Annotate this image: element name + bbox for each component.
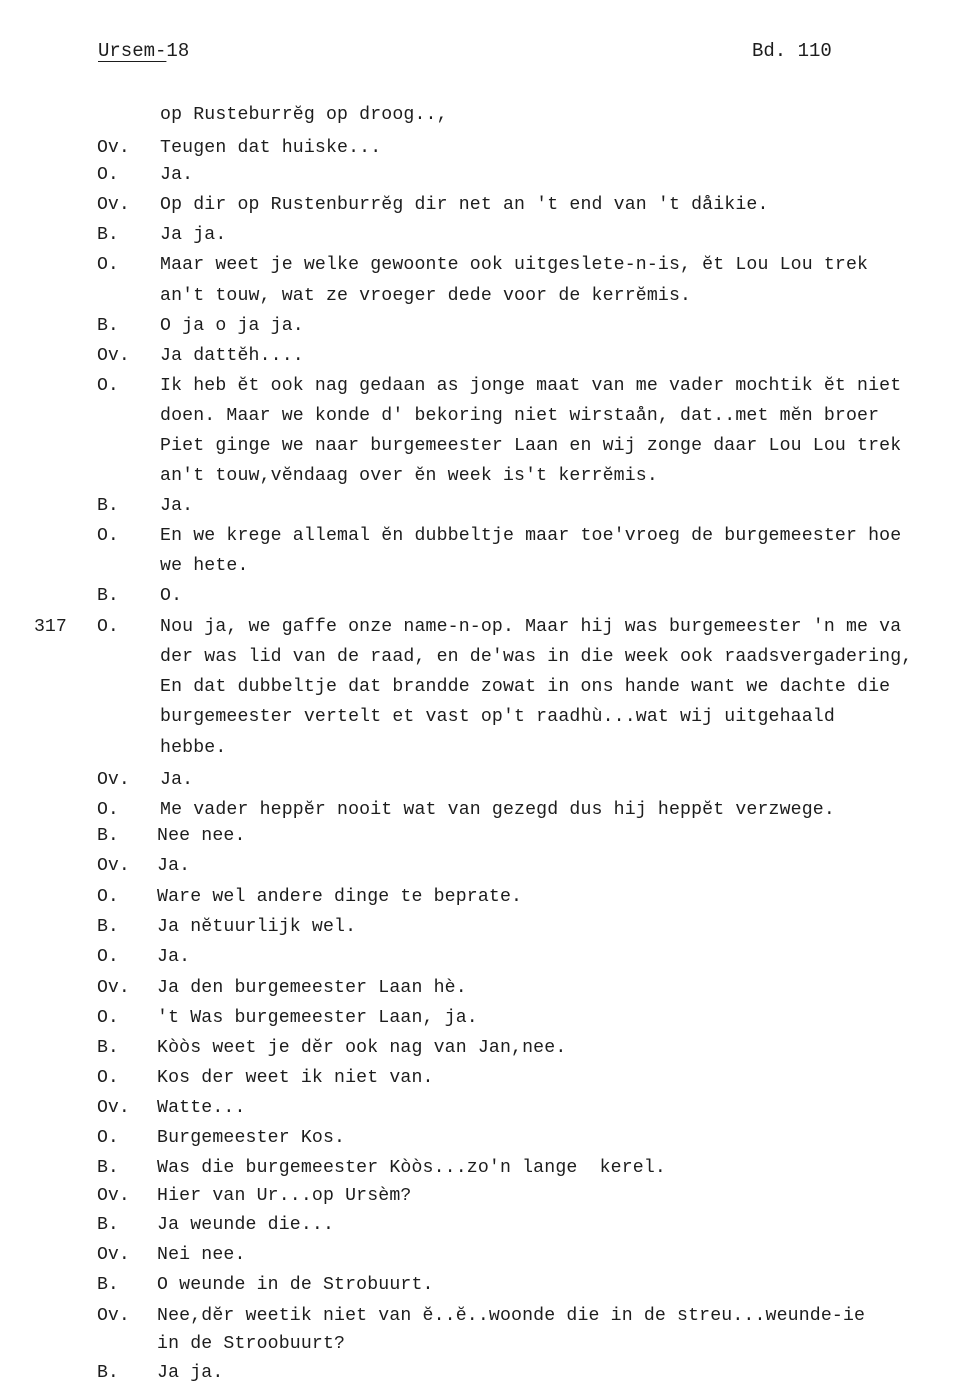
speaker-label: O. [97, 800, 119, 820]
line-text: Burgemeester Kos. [157, 1128, 346, 1148]
page-header-left [98, 40, 189, 62]
speaker-label: O. [97, 1008, 119, 1028]
speaker-label: O. [97, 165, 119, 185]
speaker-label: B. [97, 1038, 119, 1058]
speaker-label: B. [97, 496, 119, 516]
transcript-line [0, 1065, 979, 1091]
speaker-label: Ov. [97, 195, 130, 215]
transcript-line [0, 192, 979, 218]
transcript-line [0, 553, 979, 579]
transcript-line [0, 433, 979, 459]
speaker-label: Ov. [97, 1245, 130, 1265]
line-text: En dat dubbeltje dat brandde zowat in ons hande want we dachte die [160, 677, 891, 697]
transcript-line [0, 222, 979, 248]
transcript-line [0, 1005, 979, 1031]
speaker-label: Ov. [97, 1306, 130, 1326]
speaker-label: O. [97, 887, 119, 907]
line-text: Ja. [160, 770, 194, 790]
transcript-line [0, 1095, 979, 1121]
line-text: Nee,dĕr weetik niet van ĕ..ĕ..woonde die in de streu...weunde-ie [157, 1306, 866, 1326]
speaker-label: B. [97, 826, 119, 846]
transcript-line [0, 583, 979, 609]
line-text: Nei nee. [157, 1245, 246, 1265]
line-text: Ware wel andere dinge te beprate. [157, 887, 523, 907]
transcript-line [0, 102, 979, 128]
speaker-label: O. [97, 255, 119, 275]
transcript-line [0, 704, 979, 730]
transcript-line [0, 823, 979, 849]
line-text: op Rusteburrĕg op droog.., [160, 105, 448, 125]
speaker-label: Ov. [97, 856, 130, 876]
transcript-line [0, 373, 979, 399]
transcript-line [0, 735, 979, 761]
line-text: burgemeester vertelt et vast op't raadhù...wat wij uitgehaald [160, 707, 835, 727]
speaker-label: O. [97, 617, 119, 637]
line-text: Ja nĕtuurlijk wel. [157, 917, 357, 937]
line-text: we hete. [160, 556, 249, 576]
line-text: hebbe. [160, 738, 227, 758]
speaker-label: Ov. [97, 1098, 130, 1118]
transcript-line [0, 1035, 979, 1061]
transcript-line [0, 767, 979, 793]
transcript-line [0, 252, 979, 278]
line-text: Nee nee. [157, 826, 246, 846]
line-text: Kòòs weet je dĕr ook nag van Jan,nee. [157, 1038, 567, 1058]
transcript-line [0, 614, 979, 640]
speaker-label: O. [97, 376, 119, 396]
speaker-label: B. [97, 1275, 119, 1295]
transcript-line [0, 975, 979, 1001]
transcript-line [0, 1212, 979, 1238]
speaker-label: B. [97, 917, 119, 937]
line-text: Ja. [157, 947, 191, 967]
speaker-label: B. [97, 586, 119, 606]
transcript-line [0, 343, 979, 369]
line-text: Hier van Ur...op Ursèm? [157, 1186, 412, 1206]
header-page-number: 18 [166, 40, 190, 62]
transcript-line [0, 674, 979, 700]
transcript-line [0, 1125, 979, 1151]
speaker-label: O. [97, 1068, 119, 1088]
transcript-line [0, 1272, 979, 1298]
line-text: O ja o ja ja. [160, 316, 304, 336]
line-text: Ja. [157, 856, 191, 876]
speaker-label: Ov. [97, 346, 130, 366]
speaker-label: O. [97, 1128, 119, 1148]
line-text: doen. Maar we konde d' bekoring niet wirstaån, dat..met mĕn broer [160, 406, 880, 426]
transcript-line [0, 944, 979, 970]
line-text: O weunde in de Strobuurt. [157, 1275, 434, 1295]
line-text: Ja weunde die... [157, 1215, 335, 1235]
speaker-label: Ov. [97, 770, 130, 790]
transcript-line [0, 463, 979, 489]
line-text: Ja. [160, 165, 194, 185]
transcript-line [0, 1155, 979, 1181]
transcript-line [0, 853, 979, 879]
speaker-label: B. [97, 225, 119, 245]
transcript-line [0, 797, 979, 823]
transcript-line [0, 403, 979, 429]
line-text: an't touw,vĕndaag over ĕn week is't kerrĕmis. [160, 466, 658, 486]
speaker-label: Ov. [97, 1186, 130, 1206]
line-text: Kos der weet ik niet van. [157, 1068, 434, 1088]
line-text: der was lid van de raad, en de'was in die week ook raadsvergadering, [160, 647, 913, 667]
page-header-right: Bd. 110 [752, 40, 832, 62]
line-text: Ik heb ĕt ook nag gedaan as jonge maat van me vader mochtik ĕt niet [160, 376, 902, 396]
line-text: Me vader heppĕr nooit wat van gezegd dus hij heppĕt verzwege. [160, 800, 835, 820]
transcript-line [0, 135, 979, 161]
line-text: Watte... [157, 1098, 246, 1118]
line-text: Ja. [160, 496, 194, 516]
line-text: in de Stroobuurt? [157, 1334, 346, 1354]
line-text: Ja ja. [160, 225, 227, 245]
line-text: Nou ja, we gaffe onze name-n-op. Maar hij was burgemeester 'n me va [160, 617, 902, 637]
line-text: Ja ja. [157, 1363, 224, 1383]
margin-number: 317 [34, 617, 67, 637]
line-text: Teugen dat huiske... [160, 138, 382, 158]
line-text: an't touw, wat ze vroeger dede voor de kerrĕmis. [160, 286, 692, 306]
transcript-line [0, 1331, 979, 1357]
line-text: Piet ginge we naar burgemeester Laan en wij zonge daar Lou Lou trek [160, 436, 902, 456]
transcript-line [0, 523, 979, 549]
transcript-line [0, 884, 979, 910]
transcript-line [0, 1303, 979, 1329]
line-text: O. [160, 586, 183, 606]
speaker-label: B. [97, 1158, 119, 1178]
speaker-label: Ov. [97, 138, 130, 158]
speaker-label: B. [97, 316, 119, 336]
line-text: Ja dattĕh.... [160, 346, 304, 366]
speaker-label: O. [97, 526, 119, 546]
transcript-line [0, 1183, 979, 1209]
line-text: Was die burgemeester Kòòs...zo'n lange kerel. [157, 1158, 666, 1178]
speaker-label: O. [97, 947, 119, 967]
speaker-label: Ov. [97, 978, 130, 998]
transcript-line [0, 644, 979, 670]
transcript-line [0, 914, 979, 940]
line-text: Ja den burgemeester Laan hè. [157, 978, 467, 998]
line-text: 't Was burgemeester Laan, ja. [157, 1008, 478, 1028]
line-text: Op dir op Rustenburrĕg dir net an 't end van 't dåikie. [160, 195, 769, 215]
header-name: Ursem- [98, 40, 167, 62]
transcript-line [0, 283, 979, 309]
transcript-line [0, 493, 979, 519]
line-text: En we krege allemal ĕn dubbeltje maar toe'vroeg de burgemeester hoe [160, 526, 902, 546]
transcript-line [0, 313, 979, 339]
transcript-line [0, 1360, 979, 1386]
speaker-label: B. [97, 1215, 119, 1235]
speaker-label: B. [97, 1363, 119, 1383]
line-text: Maar weet je welke gewoonte ook uitgeslete-n-is, ĕt Lou Lou trek [160, 255, 869, 275]
transcript-line [0, 1242, 979, 1268]
transcript-line [0, 162, 979, 188]
